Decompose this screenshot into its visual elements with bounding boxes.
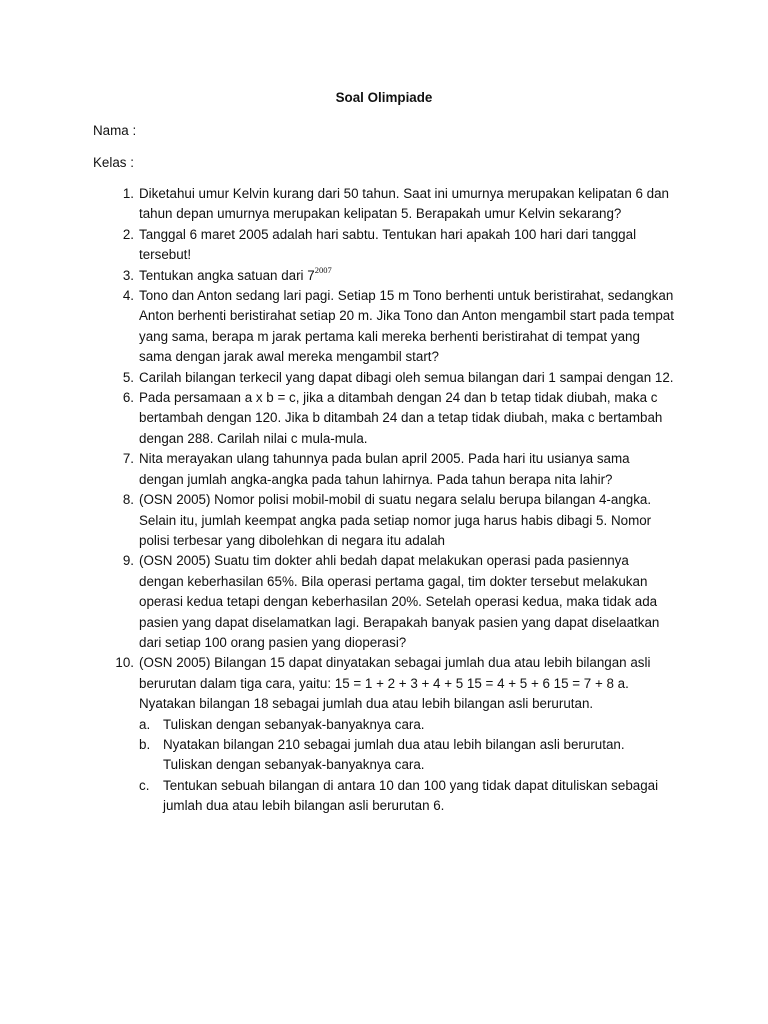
sub-question-text: Nyatakan bilangan 210 sebagai jumlah dua atau lebih bilangan asli berurutan. Tuliskan dengan sebanyak-banyaknya cara. xyxy=(163,736,625,773)
question-text: Pada persamaan a x b = c, jika a ditambah dengan 24 dan b tetap tidak diubah, maka c bertambah dengan 120. Jika b ditambah 24 dan a tetap tidak diubah, maka c bertambah dengan 288. Carilah nilai c mula-mula. xyxy=(139,390,663,446)
question-item xyxy=(0,286,768,368)
question-item xyxy=(0,225,768,266)
question-number: 7. xyxy=(122,451,134,467)
question-text: (OSN 2005) Nomor polisi mobil-mobil di suatu negara selalu berupa bilangan 4-angka. Selain itu, jumlah keempat angka pada setiap nomor juga harus habis dibagi 5. Nomor polisi terbesar yang dibolehkan di negara itu adalah xyxy=(139,492,652,548)
sub-question-text: Tuliskan dengan sebanyak-banyaknya cara. xyxy=(163,716,425,732)
question-number: 2. xyxy=(122,226,134,242)
question-text: Diketahui umur Kelvin kurang dari 50 tahun. Saat ini umurnya merupakan kelipatan 6 dan tahun depan umurnya merupakan kelipatan 5. Berapakah umur Kelvin sekarang? xyxy=(139,186,669,222)
question-item xyxy=(0,653,768,816)
sub-question-item xyxy=(139,735,676,776)
question-text: Carilah bilangan terkecil yang dapat dibagi oleh semua bilangan dari 1 sampai dengan 12. xyxy=(139,369,674,385)
question-text: Tentukan angka satuan dari 7 xyxy=(139,267,315,283)
question-number: 3. xyxy=(122,267,134,283)
sub-question-item xyxy=(139,776,676,817)
nama-field-label: Nama : xyxy=(93,123,137,138)
sub-question-list xyxy=(139,715,676,817)
question-item xyxy=(0,266,768,286)
page-title: Soal Olimpiade xyxy=(335,90,433,105)
question-item xyxy=(0,449,768,490)
question-number: 1. xyxy=(122,186,134,201)
question-number: 10. xyxy=(115,655,134,671)
kelas-field-label: Kelas : xyxy=(93,155,134,170)
sub-question-text: Tentukan sebuah bilangan di antara 10 dan 100 yang tidak dapat dituliskan sebagai jumlah dua atau lebih bilangan asli berurutan 6. xyxy=(163,777,659,814)
question-item xyxy=(0,184,768,225)
question-text: Tanggal 6 maret 2005 adalah hari sabtu. Tentukan hari apakah 100 hari dari tanggal tersebut! xyxy=(139,226,637,263)
question-number: 5. xyxy=(122,369,134,385)
sub-question-item xyxy=(139,715,676,735)
question-list xyxy=(0,184,768,817)
question-text: Nita merayakan ulang tahunnya pada bulan april 2005. Pada hari itu usianya sama dengan jumlah angka-angka pada tahun lahirnya. Pada tahun berapa nita lahir? xyxy=(139,451,630,487)
question-text: (OSN 2005) Bilangan 15 dapat dinyatakan sebagai jumlah dua atau lebih bilangan asli berurutan dalam tiga cara, yaitu: 15 = 1 + 2 + 3 + 4 + 5 15 = 4 + 5 + 6 15 = 7 + 8 a. Nyatakan bilangan 18 sebagai jumlah dua atau lebih bilangan asli berurutan. xyxy=(139,655,651,712)
sub-question-letter: b. xyxy=(139,736,151,752)
question-item xyxy=(0,388,768,449)
question-item xyxy=(0,368,768,388)
sub-question-letter: c. xyxy=(139,777,150,793)
question-number: 4. xyxy=(122,288,134,304)
sub-question-letter: a. xyxy=(139,716,151,732)
question-text: Tono dan Anton sedang lari pagi. Setiap 15 m Tono berhenti untuk beristirahat, sedangkan Anton berhenti beristirahat setiap 20 m. Jika Tono dan Anton mengambil start pada tempat yang sama, berapa m jarak pertama kali mereka berhenti beristirahat di tempat yang sama dengan jarak awal mereka mengambil start? xyxy=(139,288,674,365)
question-number: 8. xyxy=(122,492,134,508)
question-text: (OSN 2005) Suatu tim dokter ahli bedah dapat melakukan operasi pada pasiennya dengan keberhasilan 65%. Bila operasi pertama gagal, tim dokter tersebut melakukan operasi kedua tetapi dengan keberhasilan 20%. Setelah operasi kedua, maka tidak ada pasien yang dapat diselamatkan lagi. Berapakah banyak pasien yang dapat diselaatkan dari setiap 100 orang pasien yang dioperasi? xyxy=(139,553,660,650)
question-number: 6. xyxy=(122,390,134,406)
question-number: 9. xyxy=(122,553,134,569)
question-item xyxy=(0,551,768,653)
question-item xyxy=(0,490,768,551)
exponent: 2007 xyxy=(314,264,332,275)
